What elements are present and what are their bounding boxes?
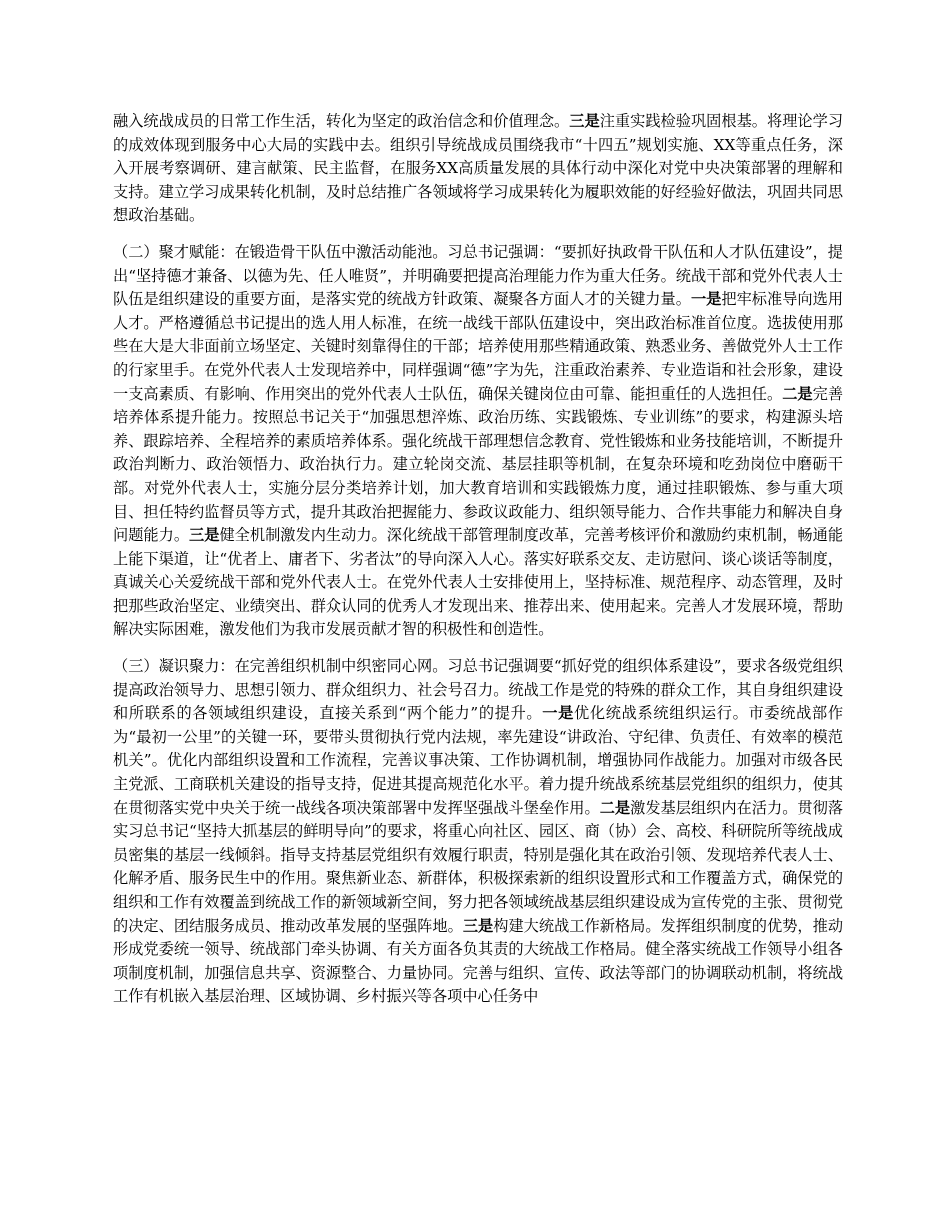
paragraph-1 — [113, 110, 843, 228]
paragraph-3 — [113, 655, 843, 1009]
paragraph-2-text: （二）聚才赋能：在锻造骨干队伍中激活动能池。习总书记强调：“要抓好执政骨干队伍和人才队伍建设”，提出“坚持德才兼备、以德为先、任人唯贤”，并明确要把提高治理能力作为重大任务。统战干部和党外代表人士队伍是组织建设的重要方面，是落实党的统战方针政策、凝聚各方面人才的关键力量。 — [113, 242, 843, 309]
paragraph-2-keyword-1: 一是 — [690, 290, 722, 309]
paragraph-3-text: 激发基层组织内在活力。贯彻落实习总书记“坚持大抓基层的鲜明导向”的要求，将重心向社区、园区、商（协）会、高校、科研院所等统战成员密集的基层一线倾斜。指导支持基层党组织有效履行职责，特别是强化其在政治引领、发现培养代表人士、化解矛盾、服务民生中的作用。聚焦新业态、新群体，积极探索新的组织设置形式和工作覆盖方式，确保党的组织和工作有效覆盖到统战工作的新领域新空间，努力把各领域统战基层组织建设成为宣传党的主张、贯彻党的决定、团结服务成员、推动改革发展的坚强阵地。 — [113, 798, 844, 935]
paragraph-3-keyword-3: 三是 — [462, 916, 494, 935]
paragraph-2-keyword-2: 二是 — [782, 384, 813, 403]
paragraph-2-text: 健全机制激发内生动力。深化统战干部管理制度改革，完善考核评价和激励约束机制，畅通能上能下渠道，让“优者上、庸者下、劣者汰”的导向深入人心。落实好联系交友、走访慰问、谈心谈话等制度，真诚关心关爱统战干部和党外代表人士。在党外代表人士安排使用上，坚持标准、规范程序、动态管理，及时把那些政治坚定、业绩突出、群众认同的优秀人才发现出来、推荐出来、使用起来。完善人才发展环境，帮助解决实际困难，激发他们为我市发展贡献才智的积极性和创造性。 — [113, 526, 844, 639]
document-body — [113, 110, 843, 1022]
paragraph-2-keyword-3: 三是 — [189, 526, 220, 545]
paragraph-3-text: （三）凝识聚力：在完善组织机制中织密同心网。习总书记强调要“抓好党的组织体系建设”，要求各级党组织提高政治领导力、思想引领力、群众组织力、社会号召力。统战工作是党的特殊的群众工作，其自身组织建设和所联系的各领域组织建设，直接关系到“两个能力”的提升。 — [113, 657, 843, 723]
paragraph-2-text: 把牢标准导向选用人才。严格遵循总书记提出的选人用人标准，在统一战线干部队伍建设中，突出政治标准首位度。选拔使用那些在大是大非面前立场坚定、关键时刻靠得住的干部；培养使用那些精通政策、熟悉业务、善做党外人士工作的行家里手。在党外代表人士发现培养中，同样强调“德”字为先，注重政治素养、专业造诣和社会形象，建设一支高素质、有影响、作用突出的党外代表人士队伍，确保关键岗位由可靠、能担重任的人选担任。 — [113, 290, 844, 403]
paragraph-3-text: 构建大统战工作新格局。发挥组织制度的优势，推动形成党委统一领导、统战部门牵头协调、有关方面各负其责的大统战工作格局。健全落实统战工作领导小组各项制度机制，加强信息共享、资源整合、力量协同。完善与组织、宣传、政法等部门的协调联动机制，将统战工作有机嵌入基层治理、区域协调、乡村振兴等各项中心任务中 — [113, 916, 844, 1006]
paragraph-1-text: 融入统战成员的日常工作生活，转化为坚定的政治信念和价值理念。 — [113, 112, 570, 130]
paragraph-1-text: 注重实践检验巩固根基。将理论学习的成效体现到服务中心大局的实践中去。组织引导统战成员围绕我市“十四五”规划实施、XX等重点任务，深入开展考察调研、建言献策、民主监督，在服务XX高质量发展的具体行动中深化对党中央决策部署的理解和支持。建立学习成果转化机制，及时总结推广各领域将学习成果转化为履职效能的好经验好做法，巩固共同思想政治基础。 — [113, 112, 844, 225]
paragraph-1-keyword-3: 三是 — [569, 112, 600, 130]
paragraph-2 — [113, 241, 843, 642]
paragraph-2-text: 完善培养体系提升能力。按照总书记关于“加强思想淬炼、政治历练、实践锻炼、专业训练”的要求，构建源头培养、跟踪培养、全程培养的素质培养体系。强化统战干部理想信念教育、党性锻炼和业务技能培训，不断提升政治判断力、政治领悟力、政治执行力。建立轮岗交流、基层挂职等机制，在复杂环境和吃劲岗位中磨砺干部。对党外代表人士，实施分层分类培养计划，加大教育培训和实践锻炼力度，通过挂职锻炼、参与重大项目、担任特约监督员等方式，提升其政治把握能力、参政议政能力、组织领导能力、合作共事能力和解决自身问题能力。 — [113, 384, 844, 545]
paragraph-3-text: 优化统战系统组织运行。市委统战部作为“最初一公里”的关键一环，要带头贯彻执行党内法规，率先建设“讲政治、守纪律、负责任、有效率的模范机关”。优化内部组织设置和工作流程，完善议事决策、工作协调机制，增强协同作战能力。加强对市级各民主党派、工商联机关建设的指导支持，促进其提高规范化水平。着力提升统战系统基层党组织的组织力，使其在贯彻落实党中央关于统一战线各项决策部署中发挥坚强战斗堡垒作用。 — [113, 704, 844, 817]
paragraph-3-keyword-1: 一是 — [542, 704, 575, 723]
paragraph-3-keyword-2: 二是 — [599, 798, 631, 817]
